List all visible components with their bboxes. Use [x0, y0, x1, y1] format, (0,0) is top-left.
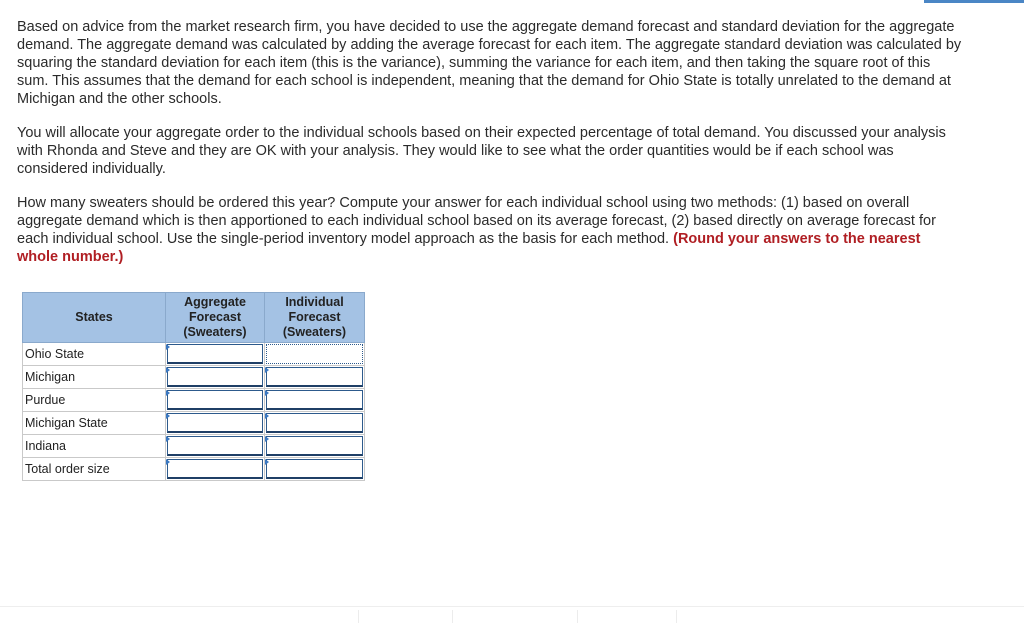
aggregate-cell: [166, 366, 265, 389]
rounding-instruction: (Round your answers to the nearest whole number.): [17, 231, 921, 265]
aggregate-input-indiana[interactable]: [167, 436, 263, 456]
bottom-toolbar: [0, 606, 1024, 624]
aggregate-cell: [166, 458, 265, 481]
paragraph-aggregate-method: Based on advice from the market research firm, you have decided to use the aggregate demand forecast and standard deviation for the aggregate demand. The aggregate demand was calculated by adding the average forecast for each item. The aggregate standard deviation was calculated by squaring the standard deviation for each item (this is the variance), summing the variance for each item, and then taking the square root of this sum. This assumes that the demand for each school is independent, meaning that the demand for Ohio State is totally unrelated to the demand at Michigan and the other schools.: [17, 19, 962, 107]
individual-cell: [265, 389, 365, 412]
aggregate-cell: [166, 412, 265, 435]
individual-input-purdue[interactable]: [266, 390, 363, 410]
input-marker-icon: [166, 344, 170, 350]
input-marker-icon: [166, 436, 170, 442]
individual-cell: [265, 412, 365, 435]
input-marker-icon: [265, 390, 269, 396]
input-marker-icon: [166, 459, 170, 465]
header-aggregate-line1: Aggregate: [184, 295, 246, 309]
input-marker-icon: [265, 413, 269, 419]
individual-input-michigan-state[interactable]: [266, 413, 363, 433]
individual-input-total[interactable]: [266, 459, 363, 479]
individual-cell: [265, 435, 365, 458]
question-content: [17, 18, 962, 481]
header-individual-line1: Individual: [285, 295, 344, 309]
table-row: [23, 366, 365, 389]
toolbar-divider: [577, 610, 578, 623]
table-row: [23, 412, 365, 435]
individual-cell: [265, 458, 365, 481]
toolbar-divider: [452, 610, 453, 623]
individual-input-michigan[interactable]: [266, 367, 363, 387]
header-individual-line2: Forecast: [288, 310, 341, 324]
toolbar-divider: [676, 610, 677, 623]
aggregate-input-purdue[interactable]: [167, 390, 263, 410]
table-header-row: [23, 293, 365, 343]
header-individual-forecast: [265, 293, 365, 343]
row-label: Ohio State: [23, 343, 166, 366]
aggregate-input-total[interactable]: [167, 459, 263, 479]
table-row: [23, 343, 365, 366]
top-accent-bar: [924, 0, 1024, 3]
aggregate-input-michigan[interactable]: [167, 367, 263, 387]
question-text: How many sweaters should be ordered this year? Compute your answer for each individual school using two methods: (1) based on overall aggregate demand which is then apportioned to each individual school based on its average forecast, (2) based directly on average forecast for each individual school. Use the single-period inventory model approach as the basis for each method.: [17, 195, 936, 247]
aggregate-cell: [166, 389, 265, 412]
input-marker-icon: [166, 390, 170, 396]
individual-input-indiana[interactable]: [266, 436, 363, 456]
aggregate-cell: [166, 435, 265, 458]
paragraph-allocation: You will allocate your aggregate order to the individual schools based on their expected percentage of total demand. You discussed your analysis with Rhonda and Steve and they are OK with your analysis. They would like to see what the order quantities would be if each school was considered individually.: [17, 125, 946, 177]
answer-table: [22, 292, 365, 481]
individual-input-ohio-state[interactable]: [266, 344, 363, 364]
header-states: States: [23, 293, 166, 343]
input-marker-icon: [166, 367, 170, 373]
aggregate-cell: [166, 343, 265, 366]
table-row: [23, 435, 365, 458]
row-label: Total order size: [23, 458, 166, 481]
paragraph-question: [17, 194, 962, 266]
row-label: Michigan State: [23, 412, 166, 435]
header-aggregate-line3: (Sweaters): [183, 325, 247, 339]
toolbar-divider: [358, 610, 359, 623]
input-marker-icon: [265, 459, 269, 465]
aggregate-input-michigan-state[interactable]: [167, 413, 263, 433]
input-marker-icon: [265, 367, 269, 373]
aggregate-input-ohio-state[interactable]: [167, 344, 263, 364]
header-individual-line3: (Sweaters): [282, 325, 347, 339]
row-label: Purdue: [23, 389, 166, 412]
individual-cell: [265, 366, 365, 389]
individual-cell: [265, 343, 365, 366]
input-marker-icon: [265, 436, 269, 442]
table-row: [23, 458, 365, 481]
header-aggregate-line2: Forecast: [188, 310, 242, 324]
row-label: Michigan: [23, 366, 166, 389]
table-row: [23, 389, 365, 412]
input-marker-icon: [166, 413, 170, 419]
row-label: Indiana: [23, 435, 166, 458]
header-aggregate-forecast: [166, 293, 265, 343]
